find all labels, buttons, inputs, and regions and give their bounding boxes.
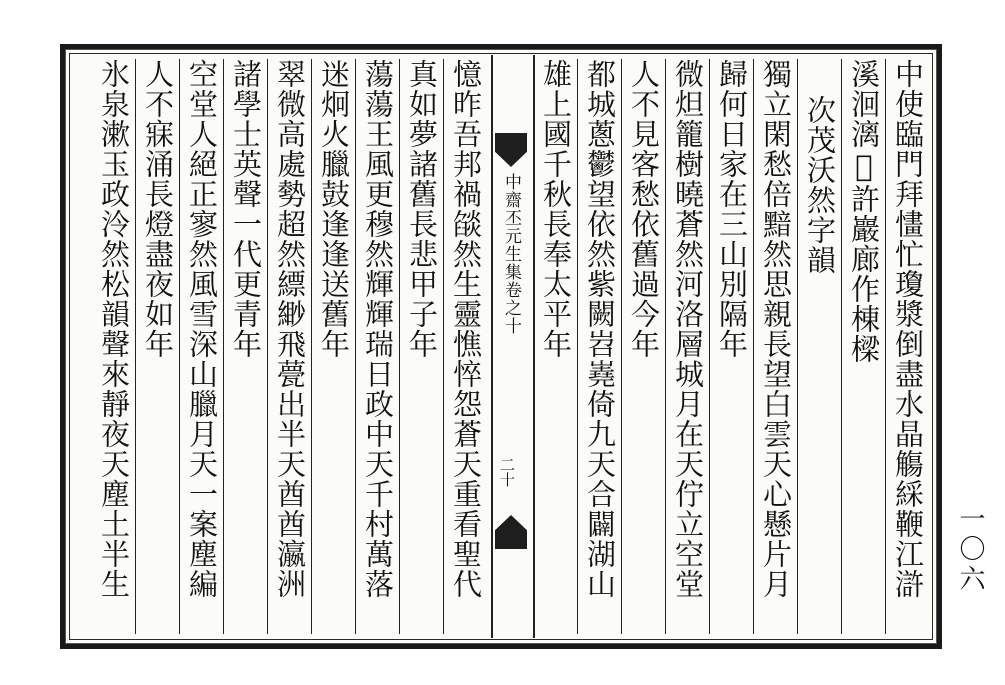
column-rule: [665, 59, 666, 634]
text-column-1: [891, 59, 925, 634]
text-column-11: [405, 59, 439, 634]
column-text: 真如夢諸舊長悲甲子年: [405, 59, 439, 359]
column-rule: [753, 59, 754, 634]
column-text: 人不見客愁依舊過今年: [627, 59, 661, 359]
text-column-7: [627, 59, 661, 634]
text-column-16: [185, 59, 219, 634]
column-rule: [179, 59, 180, 634]
column-rule: [135, 59, 136, 634]
column-rule: [841, 59, 842, 634]
page-frame: [60, 44, 942, 649]
column-rule: [399, 59, 400, 634]
column-rule: [355, 59, 356, 634]
column-text: 雄上國千秋長奉太平年: [539, 59, 573, 359]
column-text: 都城蔥鬱望依然紫闕岧嶤倚九天合闢湖山: [583, 59, 617, 599]
column-text: 中使臨門拜㦎忙瓊漿倒盡水晶觴綵鞭江滸: [891, 59, 925, 599]
folio-number: 二十: [498, 457, 516, 487]
text-column-17: [141, 59, 175, 634]
page-number: 一〇六: [955, 505, 985, 595]
text-column-10: [449, 59, 483, 634]
column-text: 翠微高處勢超然縹緲飛甍出半天酋酋瀛洲: [273, 59, 307, 599]
center-title: 中齋丕元生集卷之十: [501, 173, 521, 335]
column-rule: [267, 59, 268, 634]
column-rule: [709, 59, 710, 634]
column-text: 獨立閑愁倍黯然思親長望白雲天心懸片月: [759, 59, 793, 599]
center-fold: [491, 55, 535, 638]
column-text: 諸學士英聲一代更青年: [229, 59, 263, 359]
text-column-9: [539, 59, 573, 634]
column-rule: [311, 59, 312, 634]
text-column-4: [759, 59, 793, 634]
poem-heading-column: [803, 59, 837, 634]
column-rule: [885, 59, 886, 634]
column-text: 蕩蕩王風更穆然輝輝瑞日政中天千村萬落: [361, 59, 395, 599]
text-column-2: [847, 59, 881, 634]
column-text: 人不寐涌長燈盡夜如年: [141, 59, 175, 359]
column-text: 氷泉漱玉政泠然松韻聲來靜夜天塵土半生: [97, 59, 131, 599]
text-column-14: [273, 59, 307, 634]
text-column-8: [583, 59, 617, 634]
column-rule: [797, 59, 798, 634]
fish-tail-ornament-icon: [495, 515, 527, 549]
column-rule: [621, 59, 622, 634]
fish-tail-ornament-icon: [495, 133, 527, 167]
column-rule: [223, 59, 224, 634]
column-text: 歸何日家在三山別隔年: [715, 59, 749, 359]
column-text: 空堂人絕正寥然風雪深山臘月天一案塵編: [185, 59, 219, 599]
text-column-12: [361, 59, 395, 634]
column-text: 微炟籠樹曉蒼然河洛層城月在天佇立空堂: [671, 59, 705, 599]
text-column-5: [715, 59, 749, 634]
poem-heading: 次茂沃然字韻: [803, 95, 837, 275]
text-column-15: [229, 59, 263, 634]
column-rule: [577, 59, 578, 634]
text-column-6: [671, 59, 705, 634]
column-rule: [443, 59, 444, 634]
text-column-18: [97, 59, 131, 634]
column-text: 迷炯火臘鼓逢逢送舊年: [317, 59, 351, 359]
column-text: 溪洄漓𣴑許巖廊作棟樑: [847, 59, 881, 364]
text-column-13: [317, 59, 351, 634]
column-text: 憶昨吾邦禍燄然生靈憔悴怨蒼天重看聖代: [449, 59, 483, 599]
